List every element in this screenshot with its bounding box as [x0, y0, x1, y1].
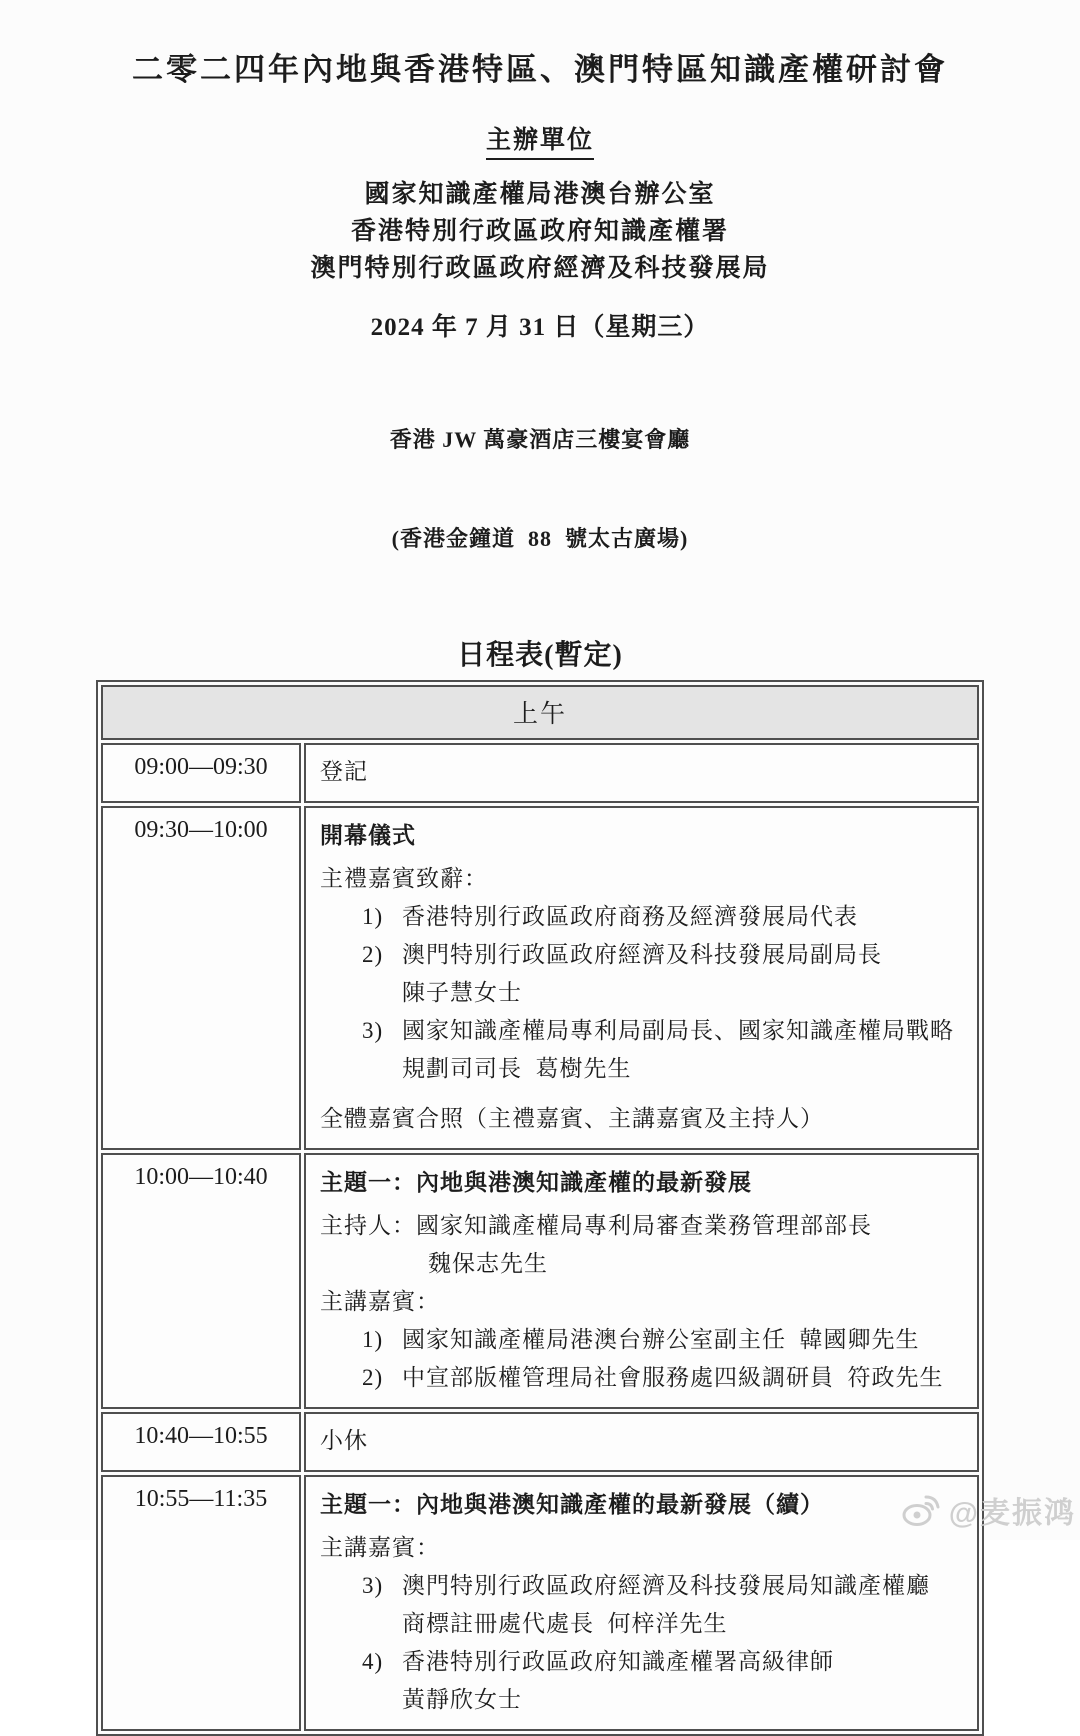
item-continuation: 商標註冊處代處長 何梓洋先生: [402, 1611, 728, 1636]
table-row: [101, 1153, 979, 1409]
item-continuation: 陳子慧女士: [402, 980, 522, 1005]
item-number: 3): [362, 1018, 384, 1043]
item-number: 4): [362, 1649, 384, 1674]
agenda-item: [320, 936, 963, 974]
schedule-heading: 日程表(暫定): [457, 640, 623, 671]
agenda-label: 登記: [320, 759, 368, 784]
session-moderator: 主持人：國家知識產權局專利局審查業務管理部部長: [320, 1213, 872, 1238]
organizer-item: 香港特別行政區政府知識產權署: [350, 218, 729, 245]
event-date: 2024 年 7 月 31 日（星期三）: [370, 314, 710, 341]
organizer-heading-text: 主辦單位: [486, 120, 594, 160]
session-footer: 全體嘉賓合照（主禮嘉賓、主講嘉賓及主持人）: [320, 1106, 824, 1131]
weibo-icon: [901, 1493, 943, 1527]
section-header-morning: 上午: [101, 685, 979, 740]
table-row: [101, 1475, 979, 1731]
time-cell: 10:40—10:55: [101, 1412, 301, 1472]
table-row: [101, 1412, 979, 1472]
content-cell: [304, 1153, 979, 1409]
time-cell: 10:55—11:35: [101, 1475, 301, 1731]
item-continuation: 規劃司司長 葛樹先生: [402, 1056, 632, 1081]
venue-line-1: 香港 JW 萬豪酒店三樓宴會廳: [389, 427, 691, 452]
session-topic: 開幕儀式: [320, 822, 416, 848]
agenda-item: [320, 1643, 963, 1681]
organizer-list: [0, 176, 1080, 287]
agenda-item: [320, 1012, 963, 1050]
schedule-table: [96, 680, 984, 1736]
watermark: [901, 1488, 1076, 1532]
venue-block: [0, 357, 1080, 621]
schedule-section-row: [101, 685, 979, 740]
agenda-item: [320, 1321, 963, 1359]
document-title: 二零二四年內地與香港特區、澳門特區知識產權研討會: [132, 52, 948, 87]
content-cell: [304, 1475, 979, 1731]
venue-line-2: (香港金鐘道 88 號太古廣場): [391, 526, 689, 551]
organizer-heading: [0, 120, 1080, 160]
item-text: 香港特別行政區政府商務及經濟發展局代表: [402, 904, 858, 929]
table-row: [101, 743, 979, 803]
time-cell: 10:00—10:40: [101, 1153, 301, 1409]
item-text: 香港特別行政區政府知識產權署高級律師: [402, 1649, 834, 1674]
session-intro: 主禮嘉賓致辭：: [320, 866, 488, 891]
session-topic: 主題一：內地與港澳知識產權的最新發展（續）: [320, 1491, 824, 1517]
item-text: 中宣部版權管理局社會服務處四級調研員 符政先生: [402, 1365, 944, 1390]
item-text: 澳門特別行政區政府經濟及科技發展局知識產權廳: [402, 1573, 930, 1598]
content-cell: [304, 806, 979, 1150]
content-cell: [304, 1412, 979, 1472]
moderator-continuation: 魏保志先生: [428, 1251, 548, 1276]
speakers-label: 主講嘉賓：: [320, 1535, 440, 1560]
item-text: 國家知識產權局港澳台辦公室副主任 韓國卿先生: [402, 1327, 920, 1352]
item-number: 3): [362, 1573, 384, 1598]
time-cell: 09:30—10:00: [101, 806, 301, 1150]
item-number: 1): [362, 904, 384, 929]
table-row: [101, 806, 979, 1150]
item-text: 國家知識產權局專利局副局長、國家知識產權局戰略: [402, 1018, 954, 1043]
agenda-item: [320, 898, 963, 936]
watermark-handle: @麦振鸿: [948, 1497, 1076, 1530]
organizer-item: 澳門特別行政區政府經濟及科技發展局: [310, 255, 770, 282]
agenda-item: [320, 1567, 963, 1605]
content-cell: [304, 743, 979, 803]
item-number: 2): [362, 1365, 384, 1390]
item-number: 1): [362, 1327, 384, 1352]
organizer-item: 國家知識產權局港澳台辦公室: [364, 181, 716, 208]
session-topic: 主題一：內地與港澳知識產權的最新發展: [320, 1169, 752, 1195]
time-cell: 09:00—09:30: [101, 743, 301, 803]
item-continuation: 黃靜欣女士: [402, 1687, 522, 1712]
item-number: 2): [362, 942, 384, 967]
agenda-label: 小休: [320, 1428, 368, 1453]
item-text: 澳門特別行政區政府經濟及科技發展局副局長: [402, 942, 882, 967]
agenda-item: [320, 1359, 963, 1397]
speakers-label: 主講嘉賓：: [320, 1289, 440, 1314]
